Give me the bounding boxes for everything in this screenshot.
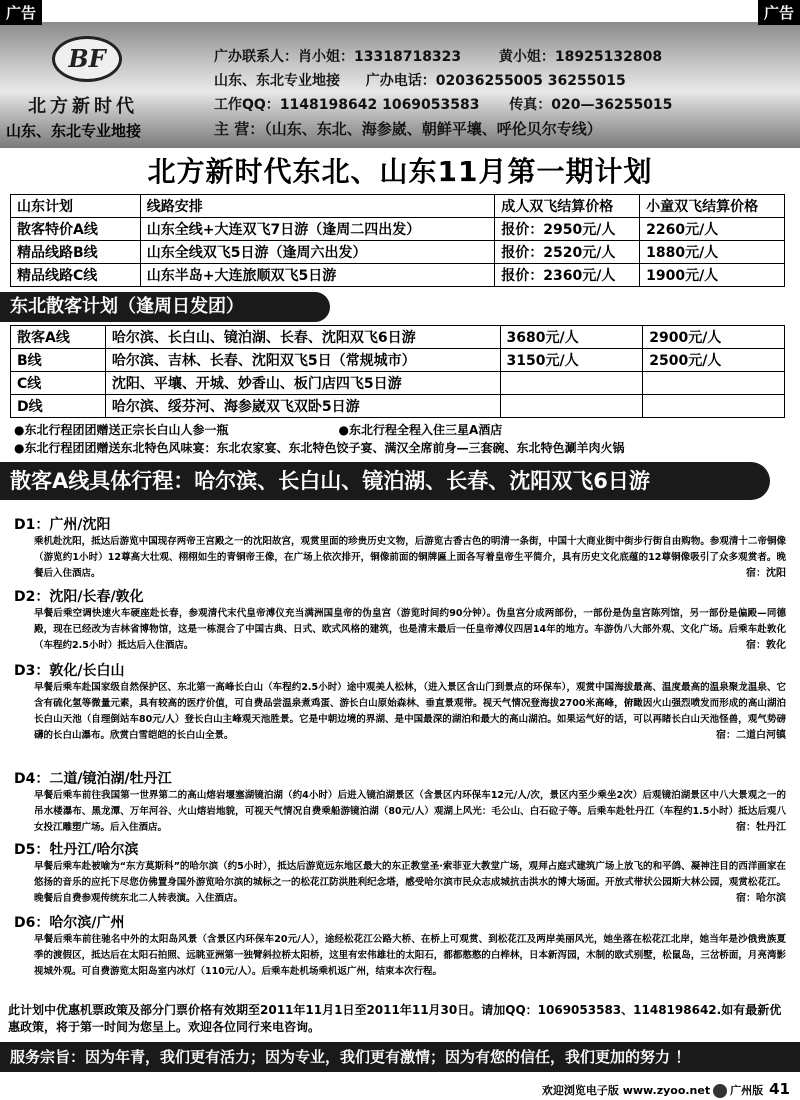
table-cell: 2500元/人: [643, 349, 785, 372]
day-route: ：牡丹江/哈尔滨: [35, 842, 139, 858]
table-row: [11, 372, 785, 395]
table-cell: 报价：2950元/人: [495, 218, 640, 241]
day-title: [14, 514, 786, 534]
day-description: 乘机赴沈阳，抵达后游览中国现存两帝王宫殿之一的沈阳故宫，观赏里面的珍贵历史文物，后游览古香古色的明清一条街，中国十大商业街中街步行街自由购物。参观清十二帝铜像（游览约1小时）12尊高大壮观、栩栩如生的青铜帝王像，在广场上依次排开，铜像前面的铜牌匾上面各写着皇帝生平简介，具有历史文化底蕴的12尊铜像吸引了众多观赏者。晚餐后入住酒店。: [34, 536, 786, 579]
footer-prefix: 欢迎浏览电子版: [541, 1084, 619, 1097]
line3-a: 工作QQ：1148198642 1069053583: [214, 97, 480, 113]
note-hotel: ●东北行程全程入住三星A酒店: [338, 423, 503, 437]
table-cell: [500, 395, 643, 418]
day-route: ：敦化/长白山: [35, 663, 125, 679]
line3-b: 传真：020—36255015: [509, 97, 673, 113]
itinerary-day: [14, 586, 786, 654]
day-body: [14, 859, 786, 907]
table-cell: B线: [11, 349, 106, 372]
table-row: [11, 326, 785, 349]
company-logo: BF: [52, 36, 122, 82]
day-body: [14, 534, 786, 582]
table-cell: 1900元/人: [640, 264, 785, 287]
header-tagline: 山东、东北专业地接: [6, 122, 142, 140]
table-header: 山东计划: [11, 195, 141, 218]
itinerary-day: [14, 912, 786, 980]
table-header: 小童双飞结算价格: [640, 195, 785, 218]
edition-badge-icon: [713, 1084, 727, 1098]
day-number: D2: [14, 589, 36, 605]
table-cell: 报价：2360元/人: [495, 264, 640, 287]
table-cell: 2260元/人: [640, 218, 785, 241]
day-title: [14, 839, 786, 859]
contact-a: 广办联系人：肖小姐：13318718323: [214, 49, 462, 65]
ad-label-right: 广告: [758, 0, 800, 25]
table-cell: [643, 395, 785, 418]
day-stay: 宿：哈尔滨: [736, 893, 786, 904]
table-row: [11, 264, 785, 287]
table-header: 线路安排: [140, 195, 495, 218]
table-cell: 精品线路B线: [11, 241, 141, 264]
business-scope: 主 营：（山东、东北、海参崴、朝鲜平壤、呼伦贝尔专线）: [214, 120, 602, 138]
table-cell: C线: [11, 372, 106, 395]
note-ginseng: ●东北行程团团赠送正宗长白山人参一瓶: [14, 423, 229, 437]
day-route: ：广州/沈阳: [35, 517, 111, 533]
table-cell: 精品线路C线: [11, 264, 141, 287]
day-number: D5: [14, 842, 36, 858]
table-header-row: [11, 195, 785, 218]
day-stay: 宿：二道白河镇: [716, 730, 786, 741]
day-body: [14, 680, 786, 744]
table-cell: 哈尔滨、绥芬河、海参崴双飞双卧5日游: [105, 395, 500, 418]
main-title: 北方新时代东北、山东11月第一期计划: [147, 155, 653, 188]
itinerary-day: [14, 839, 786, 907]
day-stay: 宿：牡丹江: [736, 822, 786, 833]
day-route: ：沈阳/长春/敦化: [35, 589, 144, 605]
day-title: [14, 660, 786, 680]
table-cell: [500, 372, 643, 395]
day-stay: 宿：沈阳: [746, 568, 786, 579]
table-cell: 报价：2520元/人: [495, 241, 640, 264]
page-number: 41: [769, 1080, 790, 1098]
day-stay: 宿：敦化: [746, 640, 786, 651]
day-body: [14, 788, 786, 836]
day-description: 早餐后乘车赴被喻为“东方莫斯科”的哈尔滨（约5小时），抵达后游览远东地区最大的东正教堂圣·索菲亚大教堂广场，观拜占庭式建筑广场上放飞的和平鸽、凝神注目的西洋画家在悠扬的音乐的应托下尽您仿佛置身国外游览哈尔滨的城标之一的松花江防洪胜利纪念塔，感受哈尔滨市民众志成城抗击洪水的博大场面。开放式带状公园斯大林公园，观赏松花江。晚餐后自费参观传统东北二人转表演。入住酒店。: [34, 861, 786, 904]
dongbei-plan-table: [10, 325, 785, 418]
day-number: D4: [14, 771, 36, 787]
day-description: 早餐后乘空调快速火车硬座赴长春，参观清代末代皇帝溥仪充当满洲国皇帝的伪皇宫（游览时间约90分钟）。伪皇宫分成两部份，一部份是伪皇宫陈列馆，另一部份是偏殿—同德殿，现在已经改为吉林省博物馆，这是一栋混合了中国古典、日式、欧式风格的建筑，也是清末最后一任皇帝溥仪四居14年的地方。车游伪八大部外观、文化广场。后乘车赴敦化（车程约2.5小时）抵达后入住酒店。: [34, 608, 786, 651]
day-route: ：哈尔滨/广州: [35, 915, 125, 931]
table-cell: 哈尔滨、长白山、镜泊湖、长春、沈阳双飞6日游: [105, 326, 500, 349]
table-cell: 3680元/人: [500, 326, 643, 349]
table-cell: [643, 372, 785, 395]
table-cell: 散客特价A线: [11, 218, 141, 241]
table-cell: 哈尔滨、吉林、长春、沈阳双飞5日（常规城市）: [105, 349, 500, 372]
table-row: [11, 241, 785, 264]
day-title: [14, 586, 786, 606]
day-route: ：二道/镜泊湖/牡丹江: [35, 771, 172, 787]
day-body: [14, 606, 786, 654]
itinerary-day: [14, 768, 786, 836]
footer-edition: 广州版: [730, 1084, 764, 1097]
contact-b: 黄小姐：18925132808: [498, 49, 663, 65]
company-header: [0, 22, 800, 148]
contact-row-1: [214, 46, 662, 66]
contact-row-3: [214, 94, 672, 114]
day-title: [14, 912, 786, 932]
itinerary-banner: 散客A线具体行程：哈尔滨、长白山、镜泊湖、长春、沈阳双飞6日游: [0, 462, 770, 500]
itinerary-day: [14, 660, 786, 744]
table-cell: 2900元/人: [643, 326, 785, 349]
table-cell: 山东半岛+大连旅顺双飞5日游: [140, 264, 495, 287]
line2-b: 广办电话：02036255005 36255015: [365, 73, 626, 89]
day-description: 早餐后乘车前往驰名中外的太阳岛风景（含景区内环保车20元/人），途经松花江公路大桥、在桥上可观赏、到松花江及两岸美丽风光，她坐落在松花江北岸，她当年是沙俄贵族夏季的渡假区，抵达后在太阳石拍照、远眺亚洲第一独臂斜拉桥太阳桥，这里有宏伟雄壮的太阳石，都都憨憨的白桦林，日本新泻园，木制的欧式别墅，松鼠岛，三岔桥面，月亮湾影视城外观。可自费游览太阳岛室内冰灯（110元/人）。后乘车赴机场乘机返广州，结束本次行程。: [34, 934, 786, 977]
day-number: D6: [14, 915, 36, 931]
table-row: [11, 218, 785, 241]
table-row: [11, 395, 785, 418]
note-row-2: ●东北行程团团赠送东北特色风味宴：东北农家宴、东北特色饺子宴、满汉全席前身—三套碗、东北特色涮羊肉火锅: [14, 441, 625, 455]
footer-url[interactable]: www.zyoo.net: [622, 1084, 711, 1097]
page-footer: [542, 1080, 790, 1098]
table-cell: 沈阳、平壤、开城、妙香山、板门店四飞5日游: [105, 372, 500, 395]
service-motto: 服务宗旨：因为年青，我们更有活力；因为专业，我们更有激情；因为有您的信任，我们更加的努力 ！: [0, 1042, 800, 1072]
day-title: [14, 768, 786, 788]
contact-row-2: [214, 70, 626, 90]
table-cell: D线: [11, 395, 106, 418]
table-header: 成人双飞结算价格: [495, 195, 640, 218]
table-cell: 山东全线双飞5日游（逢周六出发）: [140, 241, 495, 264]
table-cell: 山东全线+大连双飞7日游（逢周二四出发）: [140, 218, 495, 241]
ad-label-left: 广告: [0, 0, 42, 25]
day-body: [14, 932, 786, 980]
table-cell: 1880元/人: [640, 241, 785, 264]
note-row-1: [14, 421, 502, 438]
table-row: [11, 349, 785, 372]
shandong-plan-table: [10, 194, 785, 287]
brand-name: 北方新时代: [28, 96, 138, 117]
day-description: 早餐后乘车赴国家级自然保护区、东北第一高峰长白山（车程约2.5小时）途中观美人松林，（进入景区含山门到景点的环保车），观赏中国海拔最高、温度最高的温泉聚龙温泉、它含有硫化氢等微量元素，具有较高的医疗价值，可自费品尝温泉煮鸡蛋、游长白山原始森林、垂直景观带。视天气情况登海拔2700米高峰，俯瞰因火山强烈喷发而形成的高山湖泊长白山天池（自理倒站车80元/人）登长白山主峰观天池胜景。它是中朝边境的界湖、是中国最深的湖泊和最大的高山湖泊。如果运气好的话，可以再睹长白山天池怪兽，观气势磅礴的长白山瀑布。欣赏白雪皑皑的长白山全景。: [34, 682, 786, 741]
table-cell: 散客A线: [11, 326, 106, 349]
validity-footnote: 此计划中优惠机票政策及部分门票价格有效期至2011年11月1日至2011年11月30日。请加QQ：1069053583、1148198642.如有最新优惠政策，将于第一时间为您呈上。欢迎各位同行来电咨询。: [8, 1003, 782, 1034]
dongbei-section-banner: 东北散客计划（逢周日发团）: [0, 292, 330, 322]
day-description: 早餐后乘车前往我国第一世界第二的高山熔岩堰塞湖镜泊湖（约4小时）后进入镜泊湖景区（含景区内环保车12元/人/次，景区内至少乘坐2次）后观镜泊湖景区中八大景观之一的吊水楼瀑布、黑龙潭、万年河谷、火山熔岩地貌，可视天气情况自费乘船游镜泊湖（80元/人）观湖上风光：毛公山、白石砬子等。后乘车赴牡丹江（车程约1.5小时）抵达后观八女投江雕塑广场。后入住酒店。: [34, 790, 786, 833]
itinerary-day: [14, 514, 786, 582]
table-cell: 3150元/人: [500, 349, 643, 372]
day-number: D1: [14, 517, 36, 533]
day-number: D3: [14, 663, 36, 679]
line2-a: 山东、东北专业地接: [214, 73, 340, 89]
